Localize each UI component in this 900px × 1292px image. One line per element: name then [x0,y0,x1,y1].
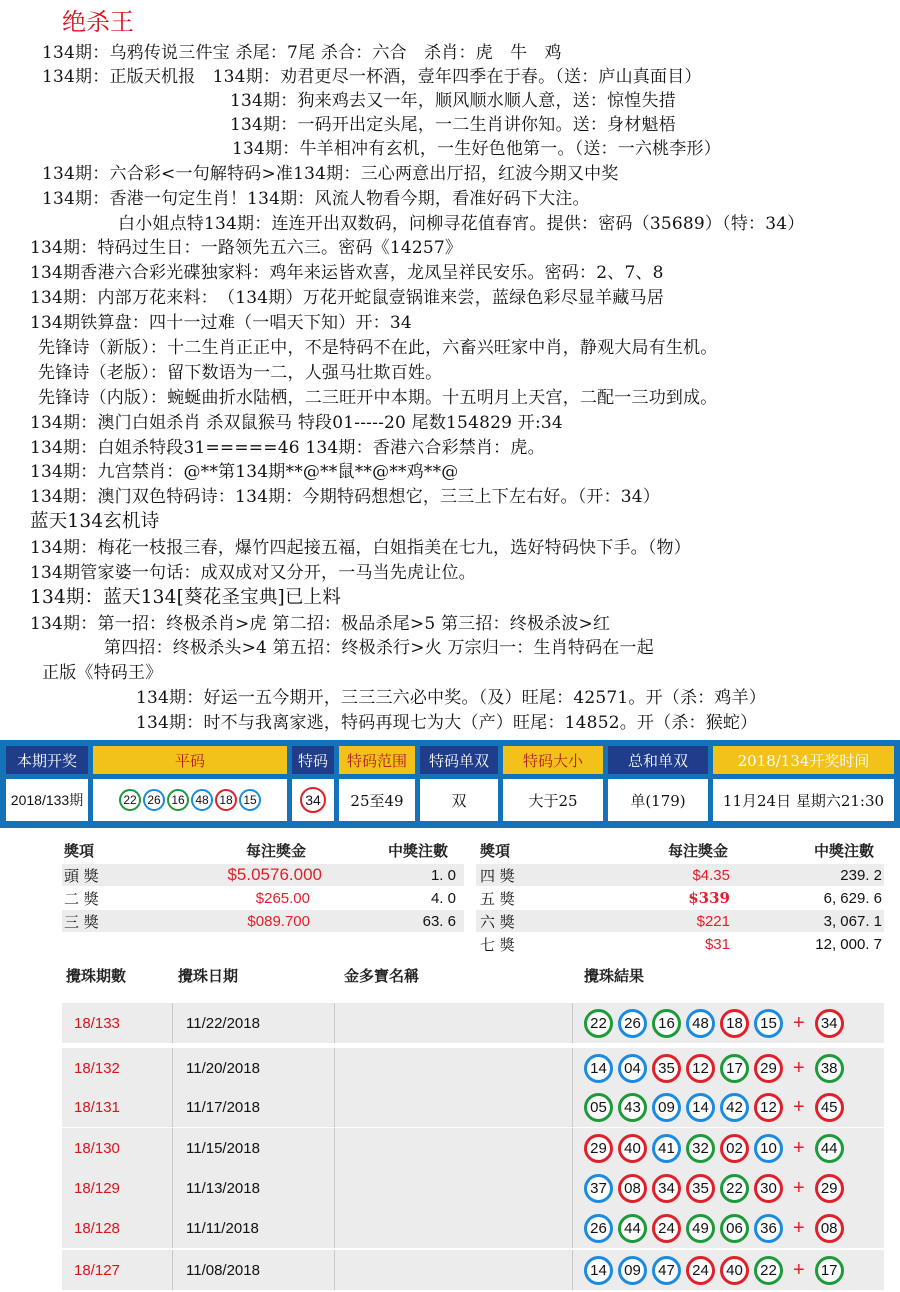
text-line: 134期：牛羊相冲有玄机，一生好色他第一。（送：一六桃李形） [232,139,721,159]
header-sum-odd-even: 总和单双 [608,746,708,774]
history-row [62,1003,884,1043]
history-issue: 18/128 [74,1219,120,1237]
ball-number: 40 [720,1256,749,1285]
special-odd-even: 双 [420,779,498,821]
ball-number: 18 [215,789,237,811]
text-line: 134期：乌鸦传说三件宝 杀尾：7尾 杀合：六合 杀肖：虎 牛 鸡 [42,43,562,63]
column-divider [572,1087,573,1127]
prize-header-count: 中獎注數 [388,842,449,860]
prize-count: 3, 067. 1 [823,912,882,930]
ball-number: 29 [584,1134,613,1163]
column-divider [172,1128,173,1168]
text-line: 134期：白姐杀特段31=====46 134期：香港六合彩禁肖：虎。 [30,438,545,458]
prize-count: 63. 6 [422,912,456,930]
ball-number: 26 [618,1009,647,1038]
column-divider [334,1087,335,1127]
ball-number: 36 [754,1214,783,1243]
sum-odd-even: 单(179) [608,779,708,821]
prize-amount: $4.35 [692,866,730,884]
ball-number: 18 [720,1009,749,1038]
history-row [62,1087,884,1127]
ball-number: 04 [618,1054,647,1083]
ball-number: 35 [652,1054,681,1083]
history-balls [584,1087,844,1127]
text-line: 134期：狗来鸡去又一年，顺风顺水顺人意，送：惊惶失措 [230,91,676,111]
history-balls [584,1003,844,1043]
current-draw-table [0,740,900,828]
text-line: 134期：正版天机报 134期：劝君更尽一杯酒，壹年四季在于春。（送：庐山真面目） [42,67,702,87]
prize-name: 六 獎 [480,912,515,931]
ball-number: 22 [720,1174,749,1203]
ball-number: 15 [239,789,261,811]
text-line: 第四招：终极杀头>4 第五招：终极杀行>火 万宗归一：生肖特码在一起 [104,638,654,658]
text-line: 134期：内部万花来料： （134期）万花开蛇鼠壹锅谁来尝，蓝绿色彩尽显羊藏马居 [30,288,664,308]
history-issue: 18/130 [74,1139,120,1157]
ball-number: 30 [754,1174,783,1203]
ball-number: 48 [191,789,213,811]
column-divider [172,1208,173,1248]
text-line: 134期：蓝天134[葵花圣宝典]已上料 [30,587,342,608]
ball-number: 44 [618,1214,647,1243]
prize-header-count: 中獎注數 [814,842,875,860]
history-row [62,1168,884,1208]
history-issue: 18/127 [74,1261,120,1279]
header-special-number: 特码 [292,746,334,774]
ball-number: 06 [720,1214,749,1243]
text-line: 134期：好运一五今期开，三三三六必中奖。（及）旺尾：42571。开（杀：鸡羊） [136,688,767,708]
ball-number: 40 [618,1134,647,1163]
prize-name: 二 獎 [64,889,99,908]
header-special-range: 特码范围 [339,746,415,774]
ball-number: 49 [686,1214,715,1243]
special-ball: 17 [815,1256,844,1285]
history-date: 11/08/2018 [186,1261,260,1279]
column-divider [334,1128,335,1168]
ball-number: 10 [754,1134,783,1163]
prize-amount: $5.0576.000 [227,865,322,884]
text-line: 134期：澳门白姐杀肖 杀双鼠猴马 特段01-----20 尾数154829 开:34 [30,413,563,433]
column-divider [172,1168,173,1208]
text-line: 正版《特码王》 [42,663,163,683]
ball-number: 15 [754,1009,783,1038]
ball-number: 09 [652,1093,681,1122]
column-divider [172,1003,173,1043]
ball-number: 35 [686,1174,715,1203]
special-ball: 34 [300,787,326,813]
special-big-small: 大于25 [503,779,603,821]
history-row [62,1250,884,1290]
column-divider [572,1003,573,1043]
prize-name: 四 獎 [480,866,515,885]
column-divider [334,1250,335,1290]
history-issue: 18/129 [74,1179,120,1197]
text-line: 先锋诗（内版）：蜿蜒曲折水陆栖，二三旺开中本期。十五明月上天宫，二配一三功到成。 [38,388,718,408]
history-row [62,1208,884,1248]
ball-number: 09 [618,1256,647,1285]
regular-balls [93,779,287,821]
column-divider [172,1087,173,1127]
ball-number: 12 [754,1093,783,1122]
prize-name: 七 獎 [480,935,515,954]
special-ball: 38 [815,1054,844,1083]
ball-number: 02 [720,1134,749,1163]
prize-name: 五 獎 [480,889,515,908]
text-line: 134期：时不与我离家逃，特码再现七为大（产）旺尾：14852。开（杀：猴蛇） [136,713,758,733]
history-date: 11/20/2018 [186,1059,260,1077]
text-line: 蓝天134玄机诗 [30,511,160,532]
history-date: 11/13/2018 [186,1179,260,1197]
ball-number: 12 [686,1054,715,1083]
prize-header-amount: 每注獎金 [246,842,307,860]
text-line: 134期：一码开出定头尾，一二生肖讲你知。送：身材魁梧 [230,115,676,135]
ball-number: 14 [686,1093,715,1122]
text-line: 134期管家婆一句话：成双成对又分开，一马当先虎让位。 [30,563,476,583]
ball-number: 24 [686,1256,715,1285]
text-line: 先锋诗（新版）：十二生肖正正中，不是特码不在此，六畜兴旺家中肖，静观大局有生机。 [38,338,718,358]
special-ball: 08 [815,1214,844,1243]
prize-count: 12, 000. 7 [815,935,882,953]
column-divider [172,1250,173,1290]
column-divider [334,1168,335,1208]
plus-sign: + [793,1136,805,1159]
special-ball: 45 [815,1093,844,1122]
text-line: 134期：澳门双色特码诗：134期：今期特码想想它，三三上下左右好。（开：34） [30,487,661,507]
text-line: 134期：第一招：终极杀肖>虎 第二招：极品杀尾>5 第三招：终极杀波>红 [30,614,611,634]
ball-number: 16 [652,1009,681,1038]
history-issue: 18/133 [74,1014,120,1032]
text-line: 134期铁算盘：四十一过难（一唱天下知）开：34 [30,313,412,333]
column-divider [572,1250,573,1290]
prize-amount: $089.700 [247,912,310,930]
prize-name: 頭 獎 [64,866,99,885]
column-divider [572,1208,573,1248]
prize-header-amount: 每注獎金 [668,842,729,860]
text-line: 134期：香港一句定生肖！134期：风流人物看今期，看准好码下大注。 [42,189,590,209]
history-row [62,1048,884,1088]
ball-number: 14 [584,1256,613,1285]
text-line: 白小姐点特134期：连连开出双数码，问柳寻花值春宵。提供：密码（35689）（特：34） [118,214,805,234]
special-range: 25至49 [339,779,415,821]
history-date: 11/11/2018 [186,1219,259,1237]
header-current-draw: 本期开奖 [6,746,88,774]
column-divider [572,1048,573,1088]
draw-issue: 2018/133期 [6,779,88,821]
history-balls [584,1250,844,1290]
prize-amount: $31 [704,935,730,953]
history-row [62,1128,884,1168]
plus-sign: + [793,1056,805,1079]
column-divider [572,1168,573,1208]
text-line: 先锋诗（老版）：留下数语为一二，人强马壮欺百姓。 [38,363,443,383]
ball-number: 32 [686,1134,715,1163]
history-header-date: 攪珠日期 [178,967,239,985]
header-special-odd-even: 特码单双 [420,746,498,774]
prize-row [64,887,464,909]
prize-name: 三 獎 [64,912,99,931]
text-line: 134期：特码过生日：一路领先五六三。密码《14257》 [30,238,463,258]
history-date: 11/15/2018 [186,1139,260,1157]
ball-number: 37 [584,1174,613,1203]
text-line: 134期：九宫禁肖：@**第134期**@**鼠**@**鸡**@ [30,462,459,482]
special-ball: 44 [815,1134,844,1163]
plus-sign: + [793,1095,805,1118]
prize-amount: $221 [696,912,730,930]
ball-number: 14 [584,1054,613,1083]
special-ball-cell [292,779,334,821]
column-divider [334,1208,335,1248]
prize-row [480,910,884,932]
ball-number: 34 [652,1174,681,1203]
text-line: 134期香港六合彩光碟独家料：鸡年来运皆欢喜，龙凤呈祥民安乐。密码：2、7、8 [30,263,664,283]
text-line: 134期：六合彩<一句解特码>准134期：三心两意出厅招，红波今期又中奖 [42,164,619,184]
column-divider [334,1048,335,1088]
plus-sign: + [793,1258,805,1281]
history-balls [584,1168,844,1208]
ball-number: 17 [720,1054,749,1083]
column-divider [172,1048,173,1088]
column-divider [334,1003,335,1043]
ball-number: 22 [119,789,141,811]
history-balls [584,1128,844,1168]
ball-number: 26 [584,1214,613,1243]
plus-sign: + [793,1011,805,1034]
prize-amount: $265.00 [255,889,310,907]
history-balls [584,1208,844,1248]
special-ball: 34 [815,1009,844,1038]
ball-number: 22 [584,1009,613,1038]
ball-number: 47 [652,1256,681,1285]
ball-number: 22 [754,1256,783,1285]
history-balls [584,1048,844,1088]
prize-count: 4. 0 [430,889,456,907]
prize-header-name: 獎項 [480,842,511,860]
history-header-name: 金多寶名稱 [344,967,420,985]
page-title: 绝杀王 [62,8,134,36]
ball-number: 24 [652,1214,681,1243]
prize-row [480,887,884,909]
next-draw-time: 11月24日 星期六21:30 [713,779,894,821]
prize-count: 239. 2 [840,866,882,884]
ball-number: 26 [143,789,165,811]
ball-number: 48 [686,1009,715,1038]
history-issue: 18/132 [74,1059,120,1077]
prize-row [480,933,884,955]
history-issue: 18/131 [74,1098,120,1116]
prize-row [64,910,464,932]
ball-number: 16 [167,789,189,811]
plus-sign: + [793,1216,805,1239]
plus-sign: + [793,1176,805,1199]
history-date: 11/22/2018 [186,1014,260,1032]
special-ball: 29 [815,1174,844,1203]
header-special-big-small: 特码大小 [503,746,603,774]
history-header-issue: 攪珠期數 [66,967,127,985]
header-next-draw-time: 2018/134开奖时间 [713,746,894,774]
prize-count: 1. 0 [430,866,456,884]
text-line: 134期：梅花一枝报三春，爆竹四起接五福，白姐指美在七九，选好特码快下手。（物） [30,538,691,558]
prize-amount: $339 [688,889,730,907]
history-header-result: 攪珠結果 [584,967,645,985]
ball-number: 42 [720,1093,749,1122]
prize-header-name: 獎項 [64,842,95,860]
prize-row [64,864,464,886]
header-regular-numbers: 平码 [93,746,287,774]
history-date: 11/17/2018 [186,1098,260,1116]
ball-number: 43 [618,1093,647,1122]
ball-number: 08 [618,1174,647,1203]
ball-number: 41 [652,1134,681,1163]
ball-number: 29 [754,1054,783,1083]
prize-count: 6, 629. 6 [823,889,882,907]
column-divider [572,1128,573,1168]
ball-number: 05 [584,1093,613,1122]
prize-row [480,864,884,886]
